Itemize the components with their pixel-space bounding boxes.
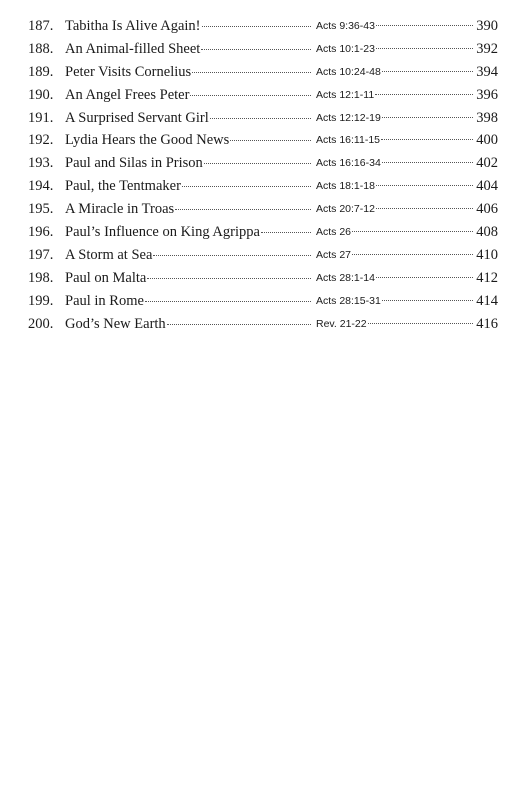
entry-reference-cell — [316, 316, 473, 333]
dot-leader — [382, 162, 473, 163]
entry-title: Paul’s Influence on King Agrippa — [65, 224, 260, 241]
toc-entry — [0, 154, 527, 177]
entry-title: Paul, the Tentmaker — [65, 178, 181, 195]
entry-reference: Acts 16:11-15 — [316, 134, 381, 147]
toc-entry — [0, 86, 527, 109]
toc-entry — [0, 315, 527, 338]
entry-number: 199. — [28, 292, 54, 309]
toc-entry — [0, 177, 527, 200]
entry-reference-cell — [316, 293, 473, 310]
entry-title-cell — [65, 154, 311, 172]
entry-title: Paul in Rome — [65, 292, 144, 309]
entry-page-number: 404 — [476, 178, 498, 195]
entry-title: A Surprised Servant Girl — [65, 109, 209, 126]
entry-reference: Acts 26 — [316, 226, 352, 239]
dot-leader — [202, 26, 312, 27]
dot-leader — [382, 117, 473, 118]
entry-number: 197. — [28, 246, 54, 263]
entry-title: Lydia Hears the Good News — [65, 132, 230, 149]
entry-number: 191. — [28, 109, 54, 126]
dot-leader — [376, 25, 473, 26]
entry-reference: Acts 18:1-18 — [316, 180, 375, 193]
entry-number: 195. — [28, 201, 54, 218]
entry-reference-cell — [316, 110, 473, 127]
entry-reference-cell — [316, 247, 473, 264]
dot-leader — [352, 231, 473, 232]
toc-entry — [0, 246, 527, 269]
entry-number: 192. — [28, 132, 54, 149]
entry-title: Paul and Silas in Prison — [65, 155, 203, 172]
entry-reference-cell — [316, 18, 473, 35]
dot-leader — [190, 95, 311, 96]
entry-number: 198. — [28, 269, 54, 286]
entry-reference-cell — [316, 201, 473, 218]
toc-entry — [0, 109, 527, 132]
entry-reference: Rev. 21-22 — [316, 317, 367, 330]
dot-leader — [261, 232, 311, 233]
toc-entry — [0, 200, 527, 223]
entry-page-number: 394 — [476, 63, 498, 80]
entry-page-number: 416 — [476, 315, 498, 332]
entry-number: 187. — [28, 18, 54, 34]
entry-page-number: 396 — [476, 86, 498, 103]
entry-page-number: 412 — [476, 269, 498, 286]
entry-reference-cell — [316, 155, 473, 172]
entry-title: A Storm at Sea — [65, 246, 153, 263]
dot-leader — [230, 140, 311, 141]
dot-leader — [382, 71, 473, 72]
entry-number: 193. — [28, 155, 54, 172]
dot-leader — [382, 300, 473, 301]
entry-title: An Angel Frees Peter — [65, 86, 190, 103]
entry-title-cell — [65, 223, 311, 241]
entry-page-number: 410 — [476, 246, 498, 263]
entry-page-number: 390 — [476, 18, 498, 34]
entry-page-number: 398 — [476, 109, 498, 126]
dot-leader — [376, 277, 473, 278]
dot-leader — [145, 301, 311, 302]
entry-title-cell — [65, 86, 311, 104]
entry-number: 196. — [28, 224, 54, 241]
entry-title-cell — [65, 40, 311, 58]
entry-title-cell — [65, 200, 311, 218]
dot-leader — [167, 324, 311, 325]
entry-title: Paul on Malta — [65, 269, 147, 286]
entry-reference: Acts 16:16-34 — [316, 157, 381, 170]
toc-entry — [0, 63, 527, 86]
dot-leader — [182, 186, 311, 187]
entry-reference: Acts 28:15-31 — [316, 294, 381, 307]
entry-reference: Acts 12:12-19 — [316, 111, 381, 124]
entry-title-cell — [65, 109, 311, 127]
entry-reference: Acts 10:1-23 — [316, 42, 375, 55]
entry-page-number: 414 — [476, 292, 498, 309]
entry-number: 188. — [28, 40, 54, 57]
dot-leader — [376, 208, 473, 209]
entry-title: An Animal-filled Sheet — [65, 40, 201, 57]
entry-reference: Acts 27 — [316, 248, 352, 261]
toc-entry — [0, 131, 527, 154]
toc-entry — [0, 292, 527, 315]
entry-page-number: 408 — [476, 224, 498, 241]
entry-title-cell — [65, 315, 311, 333]
dot-leader — [376, 185, 473, 186]
dot-leader — [175, 209, 311, 210]
dot-leader — [147, 278, 311, 279]
entry-title-cell — [65, 131, 311, 149]
entry-reference-cell — [316, 64, 473, 81]
entry-reference: Acts 28:1-14 — [316, 271, 375, 284]
entry-title: God’s New Earth — [65, 315, 166, 332]
dot-leader — [204, 163, 311, 164]
entry-reference-cell — [316, 178, 473, 195]
entry-reference: Acts 10:24-48 — [316, 65, 381, 78]
entry-number: 194. — [28, 178, 54, 195]
dot-leader — [368, 323, 473, 324]
entry-reference: Acts 12:1-11 — [316, 88, 375, 101]
dot-leader — [381, 139, 473, 140]
entry-reference-cell — [316, 270, 473, 287]
entry-number: 200. — [28, 315, 54, 332]
entry-reference-cell — [316, 132, 473, 149]
dot-leader — [375, 94, 473, 95]
entry-page-number: 402 — [476, 155, 498, 172]
toc-entry — [0, 269, 527, 292]
toc-entry — [0, 40, 527, 63]
entry-title-cell — [65, 177, 311, 195]
entry-reference-cell — [316, 41, 473, 58]
entry-reference: Acts 20:7-12 — [316, 203, 375, 216]
entry-number: 189. — [28, 63, 54, 80]
dot-leader — [376, 48, 473, 49]
table-of-contents — [0, 17, 527, 337]
entry-title-cell — [65, 63, 311, 81]
entry-reference-cell — [316, 87, 473, 104]
entry-page-number: 392 — [476, 40, 498, 57]
entry-page-number: 400 — [476, 132, 498, 149]
entry-title-cell — [65, 17, 311, 35]
entry-title: A Miracle in Troas — [65, 201, 175, 218]
dot-leader — [201, 49, 311, 50]
entry-title-cell — [65, 269, 311, 287]
entry-number: 190. — [28, 86, 54, 103]
entry-reference-cell — [316, 224, 473, 241]
entry-title-cell — [65, 246, 311, 264]
dot-leader — [210, 118, 311, 119]
toc-entry — [0, 17, 527, 40]
dot-leader — [153, 255, 311, 256]
entry-title-cell — [65, 292, 311, 310]
entry-title: Peter Visits Cornelius — [65, 63, 192, 80]
toc-entry — [0, 223, 527, 246]
entry-reference: Acts 9:36-43 — [316, 20, 375, 32]
dot-leader — [352, 254, 473, 255]
entry-title: Tabitha Is Alive Again! — [65, 18, 201, 34]
entry-page-number: 406 — [476, 201, 498, 218]
dot-leader — [192, 72, 311, 73]
